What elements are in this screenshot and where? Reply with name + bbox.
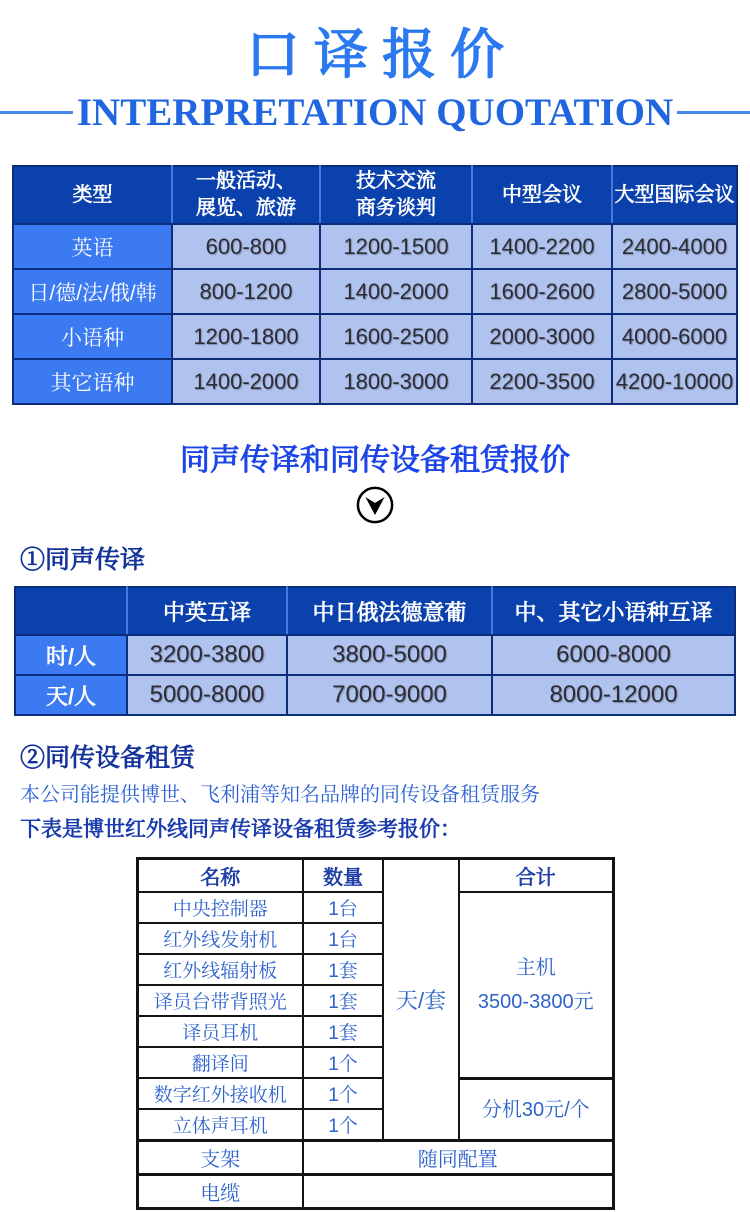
extension-total-cell: 分机30元/个 [459,1078,613,1141]
item-name-bracket: 支架 [137,1141,303,1175]
col-header-empty [15,587,127,635]
price-cell: 2400-4000 [612,224,737,269]
page-title: 口译报价 [245,25,519,85]
price-cell: 1400-2000 [320,269,472,314]
price-cell: 6000-8000 [492,635,735,675]
item-qty: 1台 [303,892,383,923]
bracket-value: 随同配置 [303,1141,613,1175]
table-row [13,269,737,314]
price-cell: 1600-2600 [472,269,612,314]
simultaneous-header-row [15,587,735,635]
col-header-general-activity: 一般活动、 展览、旅游 [172,166,320,224]
row-label-english: 英语 [13,224,172,269]
row-label-minor-languages: 小语种 [13,314,172,359]
item-name: 译员耳机 [137,1016,303,1047]
item-name: 立体声耳机 [137,1109,303,1141]
price-cell: 8000-12000 [492,675,735,715]
bracket-row [137,1141,613,1175]
cable-value [303,1175,613,1209]
col-header-type: 类型 [13,166,172,224]
equipment-rental-table [136,857,615,1210]
unit-cell-per-day-set: 天/套 [383,859,459,1141]
page-subtitle: INTERPRETATION QUOTATION [76,91,674,135]
price-cell: 1400-2000 [172,359,320,404]
price-cell: 1800-3000 [320,359,472,404]
price-cell: 600-800 [172,224,320,269]
col-header-name: 名称 [137,859,303,893]
price-cell: 800-1200 [172,269,320,314]
equipment-header-row [137,859,613,893]
quote-header-row [13,166,737,224]
host-total-label: 主机 [515,957,556,980]
item-name: 中央控制器 [137,892,303,923]
col-header-qty: 数量 [303,859,383,893]
divider-line-left [0,111,73,114]
table-row [137,1078,613,1109]
section-title: 同声传译和同传设备租赁报价 [180,444,570,478]
host-total-price: 3500-3800元 [477,991,594,1014]
item-name: 翻译间 [137,1047,303,1078]
subtitle-row [0,90,750,135]
simultaneous-heading: ①同声传译 [20,546,146,575]
price-cell: 3800-5000 [287,635,492,675]
price-cell: 7000-9000 [287,675,492,715]
item-name-cable: 电缆 [137,1175,303,1209]
price-cell: 4000-6000 [612,314,737,359]
row-label-per-day: 天/人 [15,675,127,715]
col-header-tech-exchange: 技术交流 商务谈判 [320,166,472,224]
table-row [15,635,735,675]
equipment-description: 本公司能提供博世、飞利浦等知名品牌的同传设备租赁服务 [20,784,540,807]
row-label-other-languages: 其它语种 [13,359,172,404]
item-qty: 1套 [303,1016,383,1047]
price-cell: 1200-1800 [172,314,320,359]
equipment-heading: ②同传设备租赁 [20,744,196,773]
chevron-down-circle-icon [0,485,750,530]
table-row [13,359,737,404]
table-row [15,675,735,715]
table-row [13,224,737,269]
col-header-large-conference: 大型国际会议 [612,166,737,224]
col-header-zh-multi: 中日俄法德意葡 [287,587,492,635]
col-header-zh-minor: 中、其它小语种互译 [492,587,735,635]
col-header-medium-conference: 中型会议 [472,166,612,224]
price-cell: 5000-8000 [127,675,287,715]
col-header-zh-en: 中英互译 [127,587,287,635]
table-row [13,314,737,359]
item-name: 红外线发射机 [137,923,303,954]
price-cell: 3200-3800 [127,635,287,675]
price-cell: 2200-3500 [472,359,612,404]
price-cell: 2800-5000 [612,269,737,314]
equipment-note: 下表是博世红外线同声传译设备租赁参考报价： [20,818,461,842]
price-cell: 1600-2500 [320,314,472,359]
item-qty: 1套 [303,985,383,1016]
table-row [137,892,613,923]
item-qty: 1个 [303,1109,383,1141]
row-label-jp-de-fr-ru-kr: 日/德/法/俄/韩 [13,269,172,314]
divider-line-right [677,111,750,114]
interpretation-quote-table [12,165,738,405]
item-name: 译员台带背照光 [137,985,303,1016]
item-name: 数字红外接收机 [137,1078,303,1109]
price-cell: 4200-10000 [612,359,737,404]
simultaneous-price-table [14,586,736,716]
item-name: 红外线辐射板 [137,954,303,985]
cable-row [137,1175,613,1209]
price-cell: 1200-1500 [320,224,472,269]
item-qty: 1个 [303,1047,383,1078]
col-header-total: 合计 [459,859,613,893]
price-cell: 2000-3000 [472,314,612,359]
host-total-cell [459,892,613,1078]
item-qty: 1套 [303,954,383,985]
price-cell: 1400-2200 [472,224,612,269]
row-label-per-hour: 时/人 [15,635,127,675]
item-qty: 1台 [303,923,383,954]
item-qty: 1个 [303,1078,383,1109]
